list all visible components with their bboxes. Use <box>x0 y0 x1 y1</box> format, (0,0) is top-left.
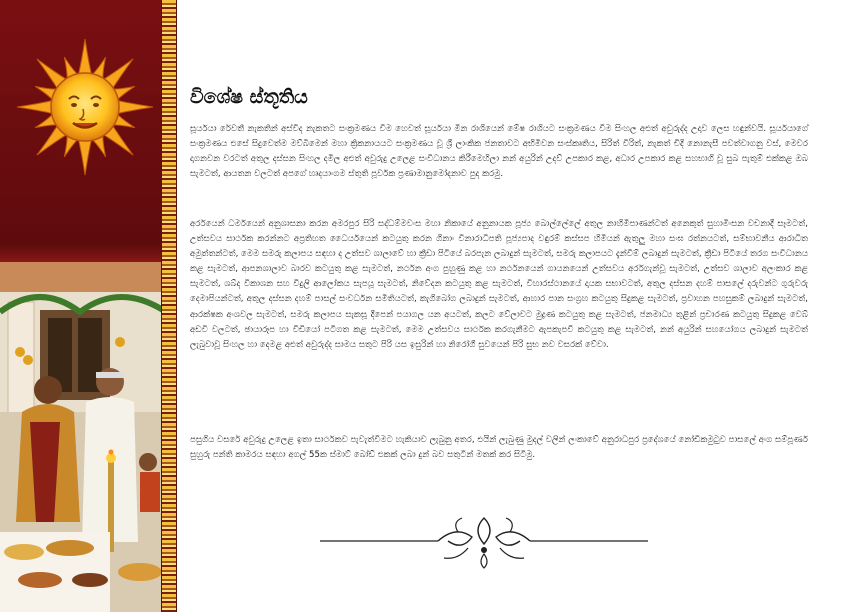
decorative-border-strip <box>161 0 177 612</box>
sun-ray <box>17 100 55 114</box>
paragraph-1: සූර්යයා රේවතී නැකතින් අස්විද නැකතට සංක්‍රමණය වීම හෙවත් සූර්යයා මීන රාශියෙන් මේෂ රාශියට සංක්‍රමණය වීම සිංහල අළුත් අවුරුද්ද උදාව ලෙස හඳුන්වයි. සූර්යයාගේ සංක්‍රමණය එසේ සිදුවෙත්ම මව්බිමෙන් මහා ක්‍රිකනායයට සංක්‍රමණය වූ ශ්‍රී ලාංකික ජනතාවට අභිමිවන සංස්කෘතිය, සිරිත් විරිත්, නැකත් චිදි නොනැසී පවත්වාගනු වස්, මෙවර දාගනවන වරටත් අතුල දස්සන සිංහල දමිල අළුත් අවුරුදු උලෙළ සංවිධානය කිරීමෙහිලා නන් අයුරින් උදව් උපකාර කළ, අධාර උපකාර කළ සහභාගි වූ සුබ පැතුම් එක්කළ ඔබ සැමටත්, ආයතන වලටත් අපගේ හෘදයාංගම ස්තුති පූර්වක ප්‍රණාමානුමෝදනාව පුද කරමු. <box>190 124 808 180</box>
left-decorative-panel <box>0 0 166 612</box>
flourish-divider-ornament <box>318 514 650 572</box>
paragraph-2: අර්රයෙන් ධර්මයෙන් අනුශාසනා කරන අමරපුර සිරි සද්ධම්මවංස මහා නිකායේ අනුනායක පූජ්‍ය බොල්ලේලේ අතුල නාහිමිපාණන්ටත් අනෙකුත් සුහාමිංසන වචනාදී සෑමටත්, උත්සවය සාර්ථක කරන්නට අප්‍රතිහත ධෛර්යයෙන් කටයුතු කරන ගිනාං විනාරාධිපති පූජ්‍යපාද වඳුරම් කස්සප හිමියන් ඇතුලු මහා සංඝ රත්නයටත්, සම්භාවනීය ආරාධිත අමුත්තන්ටත්, මෙම සමරු කලාපය සඳහා ද උත්සව ශාලාවේ හා ක්‍රීඩා පිටියේ බරපැන ලබාදුන් සැමටත්, සමරු කලාපයට දැන්වීම් ලබාදුන් සැමටත්, ක්‍රීඩා පිටියේ තරග සංවිධානය කළ සැමටත්, ආපනශාලාව බාරව කටයුතු කළ සැමටත්, නර්ථන අංග පුහුණු කළ හා නර්ථනයෙන් ගායනයෙන් උත්සවය අර්රගැන්වූ සැමටත්, උත්සව ශාලාව අලංකාර කළ සැමටත්, ශබ්ද විකාශන සහ විදුලි ආලෝකය සැපයූ සැමටත්, නිවේදන කටයුතු කළ සැමටත්, විහාරස්ථානයේ දායක සභාවටත්, අතුල දස්සන දහම් පාසලේ දරුවන්ට ගුරුවරු දෙමාපියන්ටත්, අතුල දස්සන දහම් පාසල් සංවර්ධන සමිතියටත්, කැගිබෝග ලබාදුන් සැමටත්, ආහාර පාන සංග්‍රහ කටයුතු සිදුකළ සැමටත්, ප්‍රවාහන පහසුකම් ලබාදුන් සැමටත්, ආරක්ෂක අංශවල සැමටත්, සමරු කලාපය සැකසූ දීපෙන් පයාගල යන අයටත්, කලට වේලාවට මුද්‍රණ කටයුතු කළ සැමටත්, ජනමාධ්‍ය තුළින් ප්‍රචාරණ කටයුතු සිදුකළ වෙබ් අඩවි වලටත්, ඡායාරූප හා වීඩියෝ පටිගත කළ සැමටත්, මෙම උත්සවය සාර්ථක කරගැනීමට ඇපකැපවී කටයුතු කළ සැමටත්, නන් අයුරින් සහයෝගය ලබාදුන් සැමටත් ලැබුවාවූ සිංහල හා දෙමළ අළුත් අවුරුද්ද සාමය සතුට පිරි යස ඉසුරින් හා නිරෝගී සුවයෙන් පිරි සුභ නව වසරක් වේවා. <box>190 219 808 350</box>
sun-ray <box>78 39 92 77</box>
sun-illustration <box>14 36 156 178</box>
sun-ray <box>115 100 153 114</box>
family-photo <box>0 262 166 612</box>
page-title: විශේෂ ස්තූතිය <box>190 86 308 108</box>
paragraph-3: පසුගිය වසරේ අවුරුදු උලෙළ ඉතා සාර්ථකව පැවැත්වීමට හැකියාව ලැබුනු අතර, එයින් ලැබුණු මුදල් වලින් ලංකාවේ අනුරාධපුර ප්‍රදේශයේ නෝඩිකමුටුව පාසලේ අංග සම්පූර්ණ සුහුරු පන්ති කාමරය සඳහා අගල් 55ක ස්මාට් බෝඩ් එකක් ලබා දුන් බව සතුටින් මතක් කර සිටිමු. <box>190 435 808 461</box>
sun-ray <box>78 137 92 175</box>
